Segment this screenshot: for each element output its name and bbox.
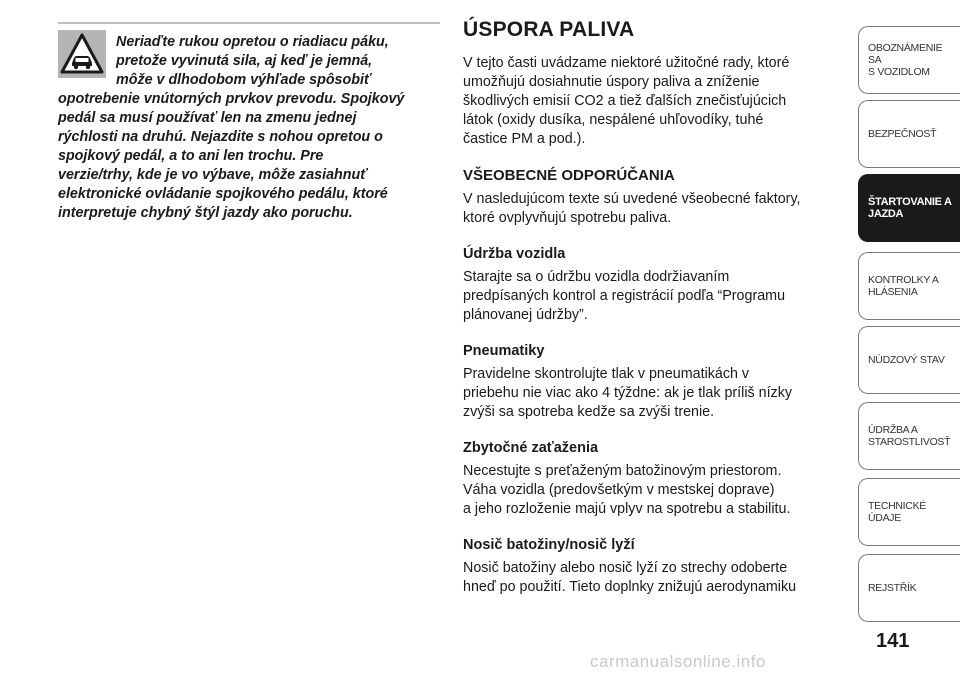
tab-label: KONTROLKY A xyxy=(868,274,939,286)
para-line: priebehu nie viac ako 4 týždne: ak je tlak príliš nízky xyxy=(463,385,792,401)
tab-label: TECHNICKÉ ÚDAJE xyxy=(868,500,926,524)
tab-label: STAROSTLIVOSŤ xyxy=(868,436,951,448)
warning-line: Neriaďte rukou opretou o riadiacu páku, xyxy=(116,34,389,50)
warning-line: pedál sa musí používať len na zmenu jednej xyxy=(58,110,357,126)
subsection-heading: Zbytočné zaťaženia xyxy=(463,440,599,456)
para-line: Pravidelne skontrolujte tlak v pneumatikách v xyxy=(463,366,750,382)
para-line: plánovanej údržby”. xyxy=(463,307,588,323)
warning-line: spojkový pedál, a to ani len trochu. Pre xyxy=(58,148,324,164)
para-line: látok (oxidy dusíka, nespálené uhľovodíky, tuhé xyxy=(463,112,764,128)
warning-line: môže v dlhodobom výhľade spôsobiť xyxy=(116,72,371,88)
tab-label: BEZPEČNOSŤ xyxy=(868,128,937,140)
tab-kontrolky[interactable] xyxy=(858,252,960,320)
para-line: hneď po použití. Tieto doplnky znižujú aerodynamiku xyxy=(463,579,797,595)
tab-rejstrik[interactable] xyxy=(858,554,960,622)
warning-line: interpretuje chybný štýl jazdy ako poruchu. xyxy=(58,205,353,221)
section-heading: VŠEOBECNÉ ODPORÚČANIA xyxy=(463,167,675,184)
para-line: V tejto časti uvádzame niektoré užitočné rady, ktoré xyxy=(463,55,790,71)
subsection-paragraph xyxy=(463,365,848,422)
subsection-paragraph xyxy=(463,462,848,519)
tab-startovanie[interactable] xyxy=(858,174,960,242)
tab-label: ŠTARTOVANIE A xyxy=(868,196,952,208)
warning-line: opotrebenie vnútorných prvkov prevodu. Spojkový xyxy=(58,91,405,107)
tab-label: HLÁSENIA xyxy=(868,286,918,298)
subsection-heading: Pneumatiky xyxy=(463,343,545,359)
tab-nudzovy-stav[interactable] xyxy=(858,326,960,394)
para-line: Váha vozidla (predovšetkým v mestskej doprave) xyxy=(463,482,775,498)
subsection-paragraph xyxy=(463,559,848,597)
para-line: Nosič batožiny alebo nosič lyží zo strechy odoberte xyxy=(463,560,788,576)
main-column xyxy=(463,18,848,597)
para-line: a jeho rozloženie majú vplyv na spotrebu a stabilitu. xyxy=(463,501,791,517)
para-line: častice PM a pod.). xyxy=(463,131,586,147)
para-line: škodlivých emisií CO2 a tiež ďalších znečisťujúcich xyxy=(463,93,787,109)
intro-paragraph xyxy=(463,54,848,149)
tab-label: S VOZIDLOM xyxy=(868,66,930,78)
tab-oboznamenie[interactable] xyxy=(858,26,960,94)
tab-udrzba[interactable] xyxy=(858,402,960,470)
para-line: Necestujte s preťaženým batožinovým priestorom. xyxy=(463,463,782,479)
tab-label: ÚDRŽBA A xyxy=(868,424,918,436)
car-warning-triangle-icon xyxy=(58,30,106,78)
para-line: V nasledujúcom texte sú uvedené všeobecné faktory, xyxy=(463,191,801,207)
tab-bezpecnost[interactable] xyxy=(858,100,960,168)
watermark: carmanualsonline.info xyxy=(590,652,766,671)
warning-line: verzie/trhy, kde je vo výbave, môže zasiahnuť xyxy=(58,167,368,183)
tab-label: OBOZNÁMENIE SA xyxy=(868,42,943,66)
tab-label: REJSTŘÍK xyxy=(868,582,917,594)
page-number: 141 xyxy=(876,630,910,652)
warning-line: elektronické ovládanie spojkového pedálu, ktoré xyxy=(58,186,388,202)
warning-text-rest xyxy=(58,90,446,223)
warning-text-first xyxy=(116,33,446,90)
tab-label: NÚDZOVÝ STAV xyxy=(868,354,945,366)
subsection-heading: Nosič batožiny/nosič lyží xyxy=(463,537,635,553)
page-title: ÚSPORA PALIVA xyxy=(463,18,635,41)
para-line: umožňujú dosiahnutie úspory paliva a zníženie xyxy=(463,74,760,90)
tab-technicke-udaje[interactable] xyxy=(858,478,960,546)
para-line: predpísaných kontrol a registrácií podľa “Programu xyxy=(463,288,786,304)
tab-label: JAZDA xyxy=(868,208,904,220)
subsection-paragraph xyxy=(463,268,848,325)
para-line: zvýši sa spotreba kedže sa zvýši trenie. xyxy=(463,404,715,420)
subsection-heading: Údržba vozidla xyxy=(463,246,566,262)
warning-line: pretože vyvinutá sila, aj keď je jemná, xyxy=(116,53,373,69)
section-paragraph xyxy=(463,190,848,228)
warning-line: rýchlosti na druhú. Nejazdite s nohou opretou o xyxy=(58,129,383,145)
para-line: Starajte sa o údržbu vozidla dodržiavaním xyxy=(463,269,730,285)
para-line: ktoré ovplyvňujú spotrebu paliva. xyxy=(463,210,672,226)
top-divider xyxy=(58,22,440,24)
